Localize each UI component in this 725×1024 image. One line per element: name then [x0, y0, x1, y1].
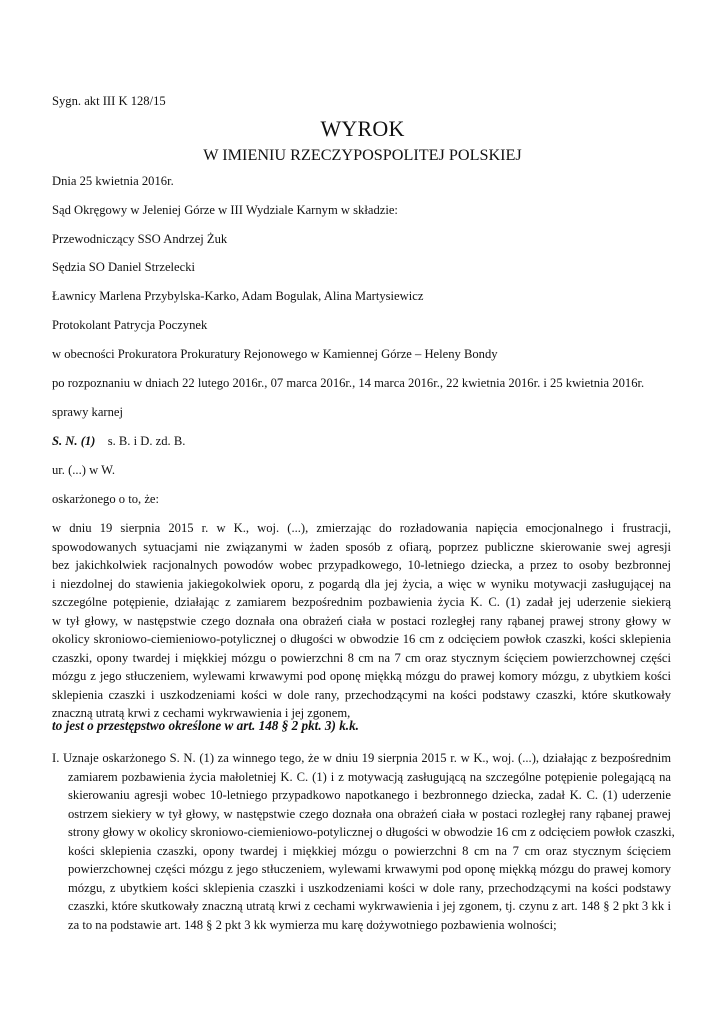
charge-line: sklepienia czaszki i uszkodzeniami kości w dole rany, przechodzącymi na kości podstawy czaszki, które skutkowały — [52, 687, 671, 702]
verdict-line: czaszki, które skutkowały znaczną utratą krwi z cechami wykrwawienia i jej zgonem, tj. czynu z art. 148 § 2 pkt 3 kk i — [68, 899, 671, 913]
verdict-line: kości sklepienia czaszki, opony twardej i miękkiej mózgu o powierzchni 8 cm na 7 cm oraz stycznym ścięciem — [68, 843, 671, 858]
charge-line: okolicy skroniowo-ciemieniowo-potylicznej o długości w obwodzie 16 cm z odcięciem powłok czaszki, kości sklepienia — [52, 632, 671, 646]
verdict-line: zamiarem pozbawienia życia małoletniej K. C. (1) i z motywacją zasługującą na szczególne potępienie polegającą na — [68, 769, 671, 784]
charge-line: szczególne potępienie, działając z zamiarem bezpośrednim pozbawienia życia K. C. (1) zadał jej uderzenie siekierą — [52, 595, 671, 609]
charge-line: i niezdolnej do stawienia jakiegokolwiek oporu, z pogardą dla jej życia, a więc w wyniku motywacji zasługującej na — [52, 576, 671, 591]
charge-line: w dniu 19 sierpnia 2015 r. w K., woj. (...), zmierzając do rozładowania napięcia emocjonalnego i frustracji, — [52, 521, 671, 535]
verdict-line: mózgu, z ubytkiem kości sklepienia czaszki i uszkodzeniami kości w dole rany, przechodzącymi na kości podstawy — [68, 880, 671, 895]
charge-line: znaczną utratą krwi z cechami wykrwawienia i jej zgonem, — [52, 706, 351, 720]
verdict-line: I. Uznaje oskarżonego S. N. (1) za winnego tego, że w dniu 19 sierpnia 2015 r. w K., woj. (...), działając z bezpośrednim — [52, 751, 671, 765]
hearing-dates: po rozpoznaniu w dniach 22 lutego 2016r., 07 marca 2016r., 14 marca 2016r., 22 kwietnia 2016r. i 25 kwietnia 2016r. — [52, 376, 645, 390]
legal-qualification: to jest o przestępstwo określone w art. 148 § 2 pkt. 3) k.k. — [52, 718, 359, 733]
verdict-line: powierzchownej części mózgu z jego stłuczeniem, wylewami krwawymi pod oponę miękką mózgu do prawej komory — [68, 862, 671, 876]
verdict-line: strony głowy w okolicy skroniowo-ciemieniowo-potylicznej o długości w obwodzie 16 cm z odcięciem powłok czaszki, — [68, 825, 675, 839]
charge-line: mózgu z jego stłuczeniem, wylewami krwawymi pod oponę miękką mózgu do prawej komory mózgu, z ubytkiem kości — [52, 669, 671, 683]
charge-line: bez jakichkolwiek racjonalnych powodów wobec przypadkowego, 10-letniego dziecka, a przez to osoby bezbronnej — [52, 558, 671, 572]
judge: Sędzia SO Daniel Strzelecki — [52, 260, 196, 274]
document-subtitle: W IMIENIU RZECZYPOSPOLITEJ POLSKIEJ — [203, 146, 522, 164]
verdict-line: ostrzem siekiery w tył głowy, w następstwie czego doznała ona obrażeń ciała w postaci rozległej rany rąbanej prawej — [68, 806, 671, 821]
charge-line: w tył głowy, w następstwie czego doznała ona obrażeń ciała w postaci rozległej rany rąbanej prawej strony głowy w — [52, 613, 671, 628]
court-composition: Sąd Okręgowy w Jeleniej Górze w III Wydziale Karnym w składzie: — [52, 203, 398, 217]
defendant-parents: s. B. i D. zd. B. — [107, 434, 186, 448]
charge-intro: oskarżonego o to, że: — [52, 492, 160, 506]
judgment-date: Dnia 25 kwietnia 2016r. — [52, 174, 174, 188]
defendant-birth: ur. (...) w W. — [52, 463, 115, 477]
verdict-point-1 — [52, 749, 675, 934]
case-reference: Sygn. akt III K 128/15 — [52, 94, 166, 108]
charge-description — [52, 519, 671, 723]
prosecutor: w obecności Prokuratora Prokuratury Rejonowego w Kamiennej Górze – Heleny Bondy — [52, 347, 498, 361]
document-title: WYROK — [320, 116, 405, 141]
charge-line: spowodowanych sytuacjami nie związanymi w żaden sposób z ofiarą, poprzez publiczne skierowanie swej agresji — [52, 539, 671, 554]
verdict-line: za to na podstawie art. 148 § 2 pkt 3 kk wymierza mu karę dożywotniego pozbawienia wolności; — [68, 917, 557, 932]
verdict-line: skierowaniu agresji wobec 10-letniego przypadkowo napotkanego i bezbronnego dziecka, zadał K. C. (1) uderzenie — [68, 788, 671, 802]
court-clerk: Protokolant Patrycja Poczynek — [52, 318, 208, 332]
defendant-name: S. N. (1) — [52, 434, 96, 448]
lay-judges: Ławnicy Marlena Przybylska-Karko, Adam Bogulak, Alina Martysiewicz — [52, 289, 424, 303]
charge-line: czaszki, opony twardej i miękkiej mózgu o powierzchni 8 cm na 7 cm oraz stycznym ścięciem powierzchownej części — [52, 650, 671, 665]
presiding-judge: Przewodniczący SSO Andrzej Żuk — [52, 232, 228, 246]
defendant-line — [52, 434, 185, 449]
case-type: sprawy karnej — [52, 405, 123, 419]
